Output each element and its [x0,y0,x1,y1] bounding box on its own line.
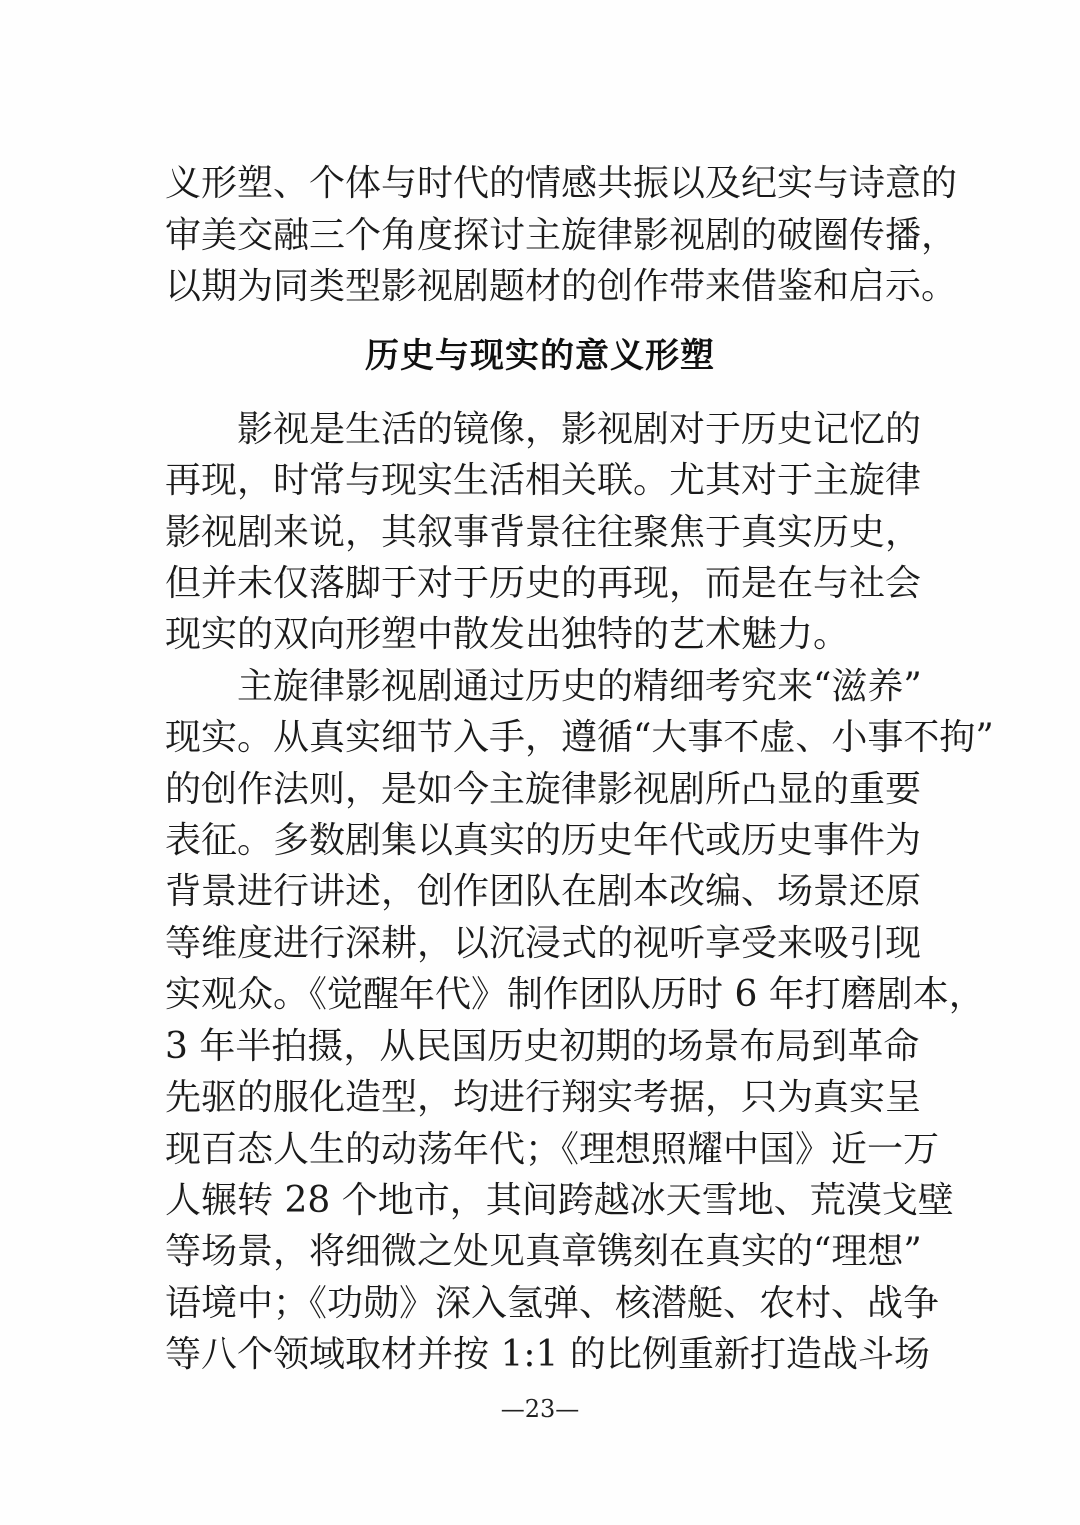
intro-line: 以期为同类型影视剧题材的创作带来借鉴和启示。 [165,266,958,307]
paragraph-2-line: 等维度进行深耕，以沉浸式的视听享受来吸引现 [165,923,922,964]
paragraph-1-line: 现实的双向形塑中散发出独特的艺术魅力。 [165,614,850,655]
intro-line: 义形塑、个体与时代的情感共振以及纪实与诗意的 [165,163,958,204]
paragraph-2-line: 等场景，将细微之处见真章镌刻在真实的“理想” [165,1231,922,1272]
paragraph-2-line: 等八个领域取材并按 1:1 的比例重新打造战斗场 [165,1334,930,1375]
paragraph-2-line: 实观众。《觉醒年代》制作团队历时 6 年打磨剧本， [165,974,985,1015]
intro-line: 审美交融三个角度探讨主旋律影视剧的破圈传播， [165,215,958,256]
paragraph-2-line: 背景进行讲述，创作团队在剧本改编、场景还原 [165,871,922,912]
paragraph-1-line: 影视剧来说，其叙事背景往往聚焦于真实历史， [165,512,922,553]
paragraph-2-line: 人辗转 28 个地市，其间跨越冰天雪地、荒漠戈壁 [165,1180,954,1221]
paragraph-2-line: 主旋律影视剧通过历史的精细考究来“滋养” [237,666,922,707]
paragraph-2-line: 现百态人生的动荡年代；《理想照耀中国》近一万 [165,1129,940,1170]
page-number: —23— [500,1395,580,1423]
paragraph-2-line: 语境中；《功勋》深入氢弹、核潜艇、农村、战争 [165,1283,940,1324]
paragraph-2-line: 表征。多数剧集以真实的历史年代或历史事件为 [165,820,922,861]
paragraph-1-line: 再现，时常与现实生活相关联。尤其对于主旋律 [165,460,922,501]
section-heading: 历史与现实的意义形塑 [365,336,715,376]
paragraph-1-line: 影视是生活的镜像，影视剧对于历史记忆的 [237,409,922,450]
paragraph-1-line: 但并未仅落脚于对于历史的再现，而是在与社会 [165,563,922,604]
paragraph-2-line: 的创作法则，是如今主旋律影视剧所凸显的重要 [165,769,922,810]
paragraph-2-line: 3 年半拍摄，从民国历史初期的场景布局到革命 [165,1026,920,1067]
paragraph-2-line: 先驱的服化造型，均进行翔实考据，只为真实呈 [165,1077,922,1118]
paragraph-2-line: 现实。从真实细节入手，遵循“大事不虚、小事不拘” [165,717,994,758]
